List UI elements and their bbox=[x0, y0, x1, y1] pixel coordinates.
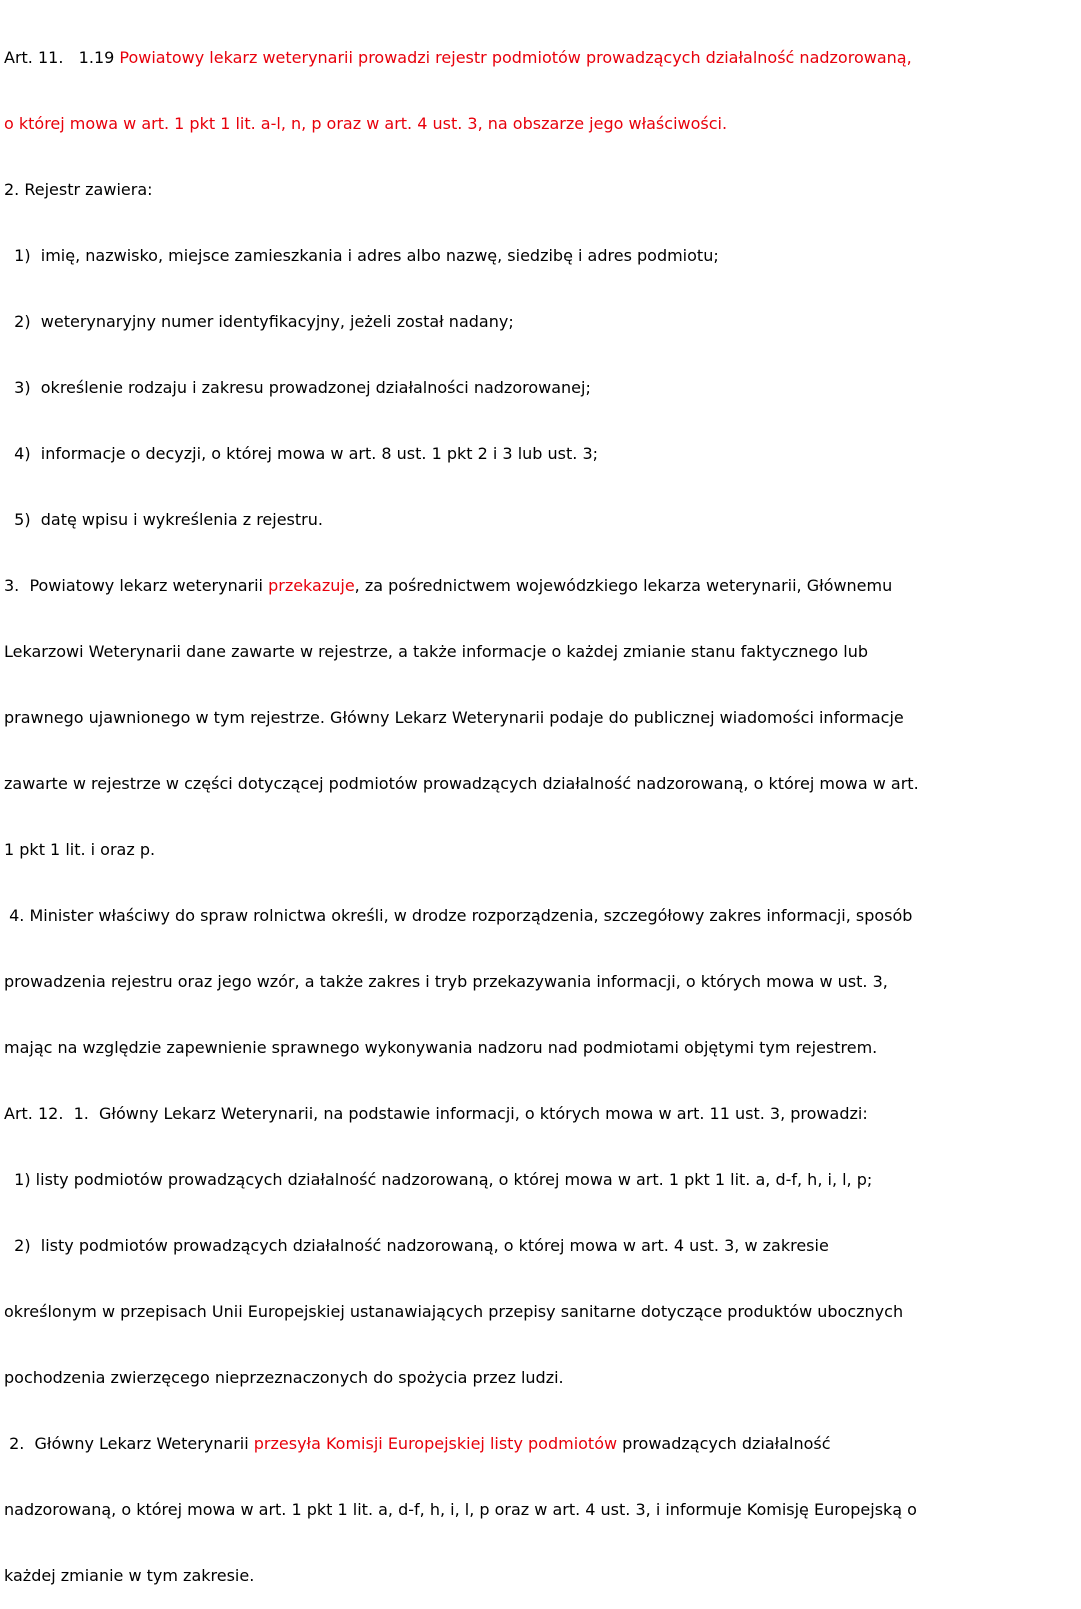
art11-heading: Art. 11. 1.19 bbox=[4, 48, 120, 67]
art11-p3-line1 bbox=[4, 575, 1079, 597]
art12-p2-line1 bbox=[4, 1433, 1079, 1455]
art11-p2-item-2: 2) weterynaryjny numer identyfikacyjny, jeżeli został nadany; bbox=[4, 312, 514, 331]
art11-p2-item-4: 4) informacje o decyzji, o której mowa w art. 8 ust. 1 pkt 2 i 3 lub ust. 3; bbox=[4, 444, 599, 463]
art11-p1-line1 bbox=[4, 47, 1079, 69]
art12-p2-line2: nadzorowaną, o której mowa w art. 1 pkt 1 lit. a, d-f, h, i, l, p oraz w art. 4 ust. 3, i informuje Komisję Europejską o bbox=[4, 1500, 917, 1519]
art11-p2-item-5: 5) datę wpisu i wykreślenia z rejestru. bbox=[4, 510, 323, 529]
art12-p2-highlight: przesyła Komisji Europejskiej listy podmiotów bbox=[253, 1434, 618, 1453]
art12-item-2-line3: pochodzenia zwierzęcego nieprzeznaczonych do spożycia przez ludzi. bbox=[4, 1368, 564, 1387]
art12-item-1: 1) listy podmiotów prowadzących działalność nadzorowaną, o której mowa w art. 1 pkt 1 lit. a, d-f, h, i, l, p; bbox=[4, 1170, 873, 1189]
art12-p2-post: prowadzących działalność bbox=[617, 1434, 831, 1453]
art12-p2-line3: każdej zmianie w tym zakresie. bbox=[4, 1566, 255, 1585]
art11-p3-line2: Lekarzowi Weterynarii dane zawarte w rejestrze, a także informacje o każdej zmianie stanu faktycznego lub bbox=[4, 642, 869, 661]
art11-p2-intro: 2. Rejestr zawiera: bbox=[4, 180, 153, 199]
art11-p3-highlight: przekazuje bbox=[268, 576, 355, 595]
art11-p4-line3: mając na względzie zapewnienie sprawnego wykonywania nadzoru nad podmiotami objętymi tym rejestrem. bbox=[4, 1038, 878, 1057]
art11-p4-line1: 4. Minister właściwy do spraw rolnictwa określi, w drodze rozporządzenia, szczegółowy zakres informacji, sposób bbox=[4, 906, 913, 925]
art11-p4-line2: prowadzenia rejestru oraz jego wzór, a także zakres i tryb przekazywania informacji, o których mowa w ust. 3, bbox=[4, 972, 888, 991]
art12-p1: Art. 12. 1. Główny Lekarz Weterynarii, na podstawie informacji, o których mowa w art. 11 ust. 3, prowadzi: bbox=[4, 1104, 868, 1123]
art11-p2-item-1: 1) imię, nazwisko, miejsce zamieszkania i adres albo nazwę, siedzibę i adres podmiotu; bbox=[4, 246, 719, 265]
art11-p3-post: , za pośrednictwem wojewódzkiego lekarza weterynarii, Głównemu bbox=[354, 576, 893, 595]
art11-p2-item-3: 3) określenie rodzaju i zakresu prowadzonej działalności nadzorowanej; bbox=[4, 378, 591, 397]
art11-p3-line3: prawnego ujawnionego w tym rejestrze. Główny Lekarz Weterynarii podaje do publicznej wiadomości informacje bbox=[4, 708, 904, 727]
legal-document bbox=[4, 3, 1079, 1609]
art12-item-2-line2: określonym w przepisach Unii Europejskiej ustanawiających przepisy sanitarne dotyczące produktów ubocznych bbox=[4, 1302, 904, 1321]
art11-p1-line2: o której mowa w art. 1 pkt 1 lit. a-l, n, p oraz w art. 4 ust. 3, na obszarze jego właściwości. bbox=[4, 114, 728, 133]
art11-p1-highlight: Powiatowy lekarz weterynarii prowadzi rejestr podmiotów prowadzących działalność nadzorowaną, bbox=[119, 48, 912, 67]
art11-p3-line4: zawarte w rejestrze w części dotyczącej podmiotów prowadzących działalność nadzorowaną, o której mowa w art. bbox=[4, 774, 919, 793]
art11-p3-line5: 1 pkt 1 lit. i oraz p. bbox=[4, 840, 156, 859]
art12-p2-pre: 2. Główny Lekarz Weterynarii bbox=[4, 1434, 254, 1453]
art11-p3-pre: 3. Powiatowy lekarz weterynarii bbox=[4, 576, 269, 595]
art12-item-2-line1: 2) listy podmiotów prowadzących działalność nadzorowaną, o której mowa w art. 4 ust. 3, w zakresie bbox=[4, 1236, 829, 1255]
